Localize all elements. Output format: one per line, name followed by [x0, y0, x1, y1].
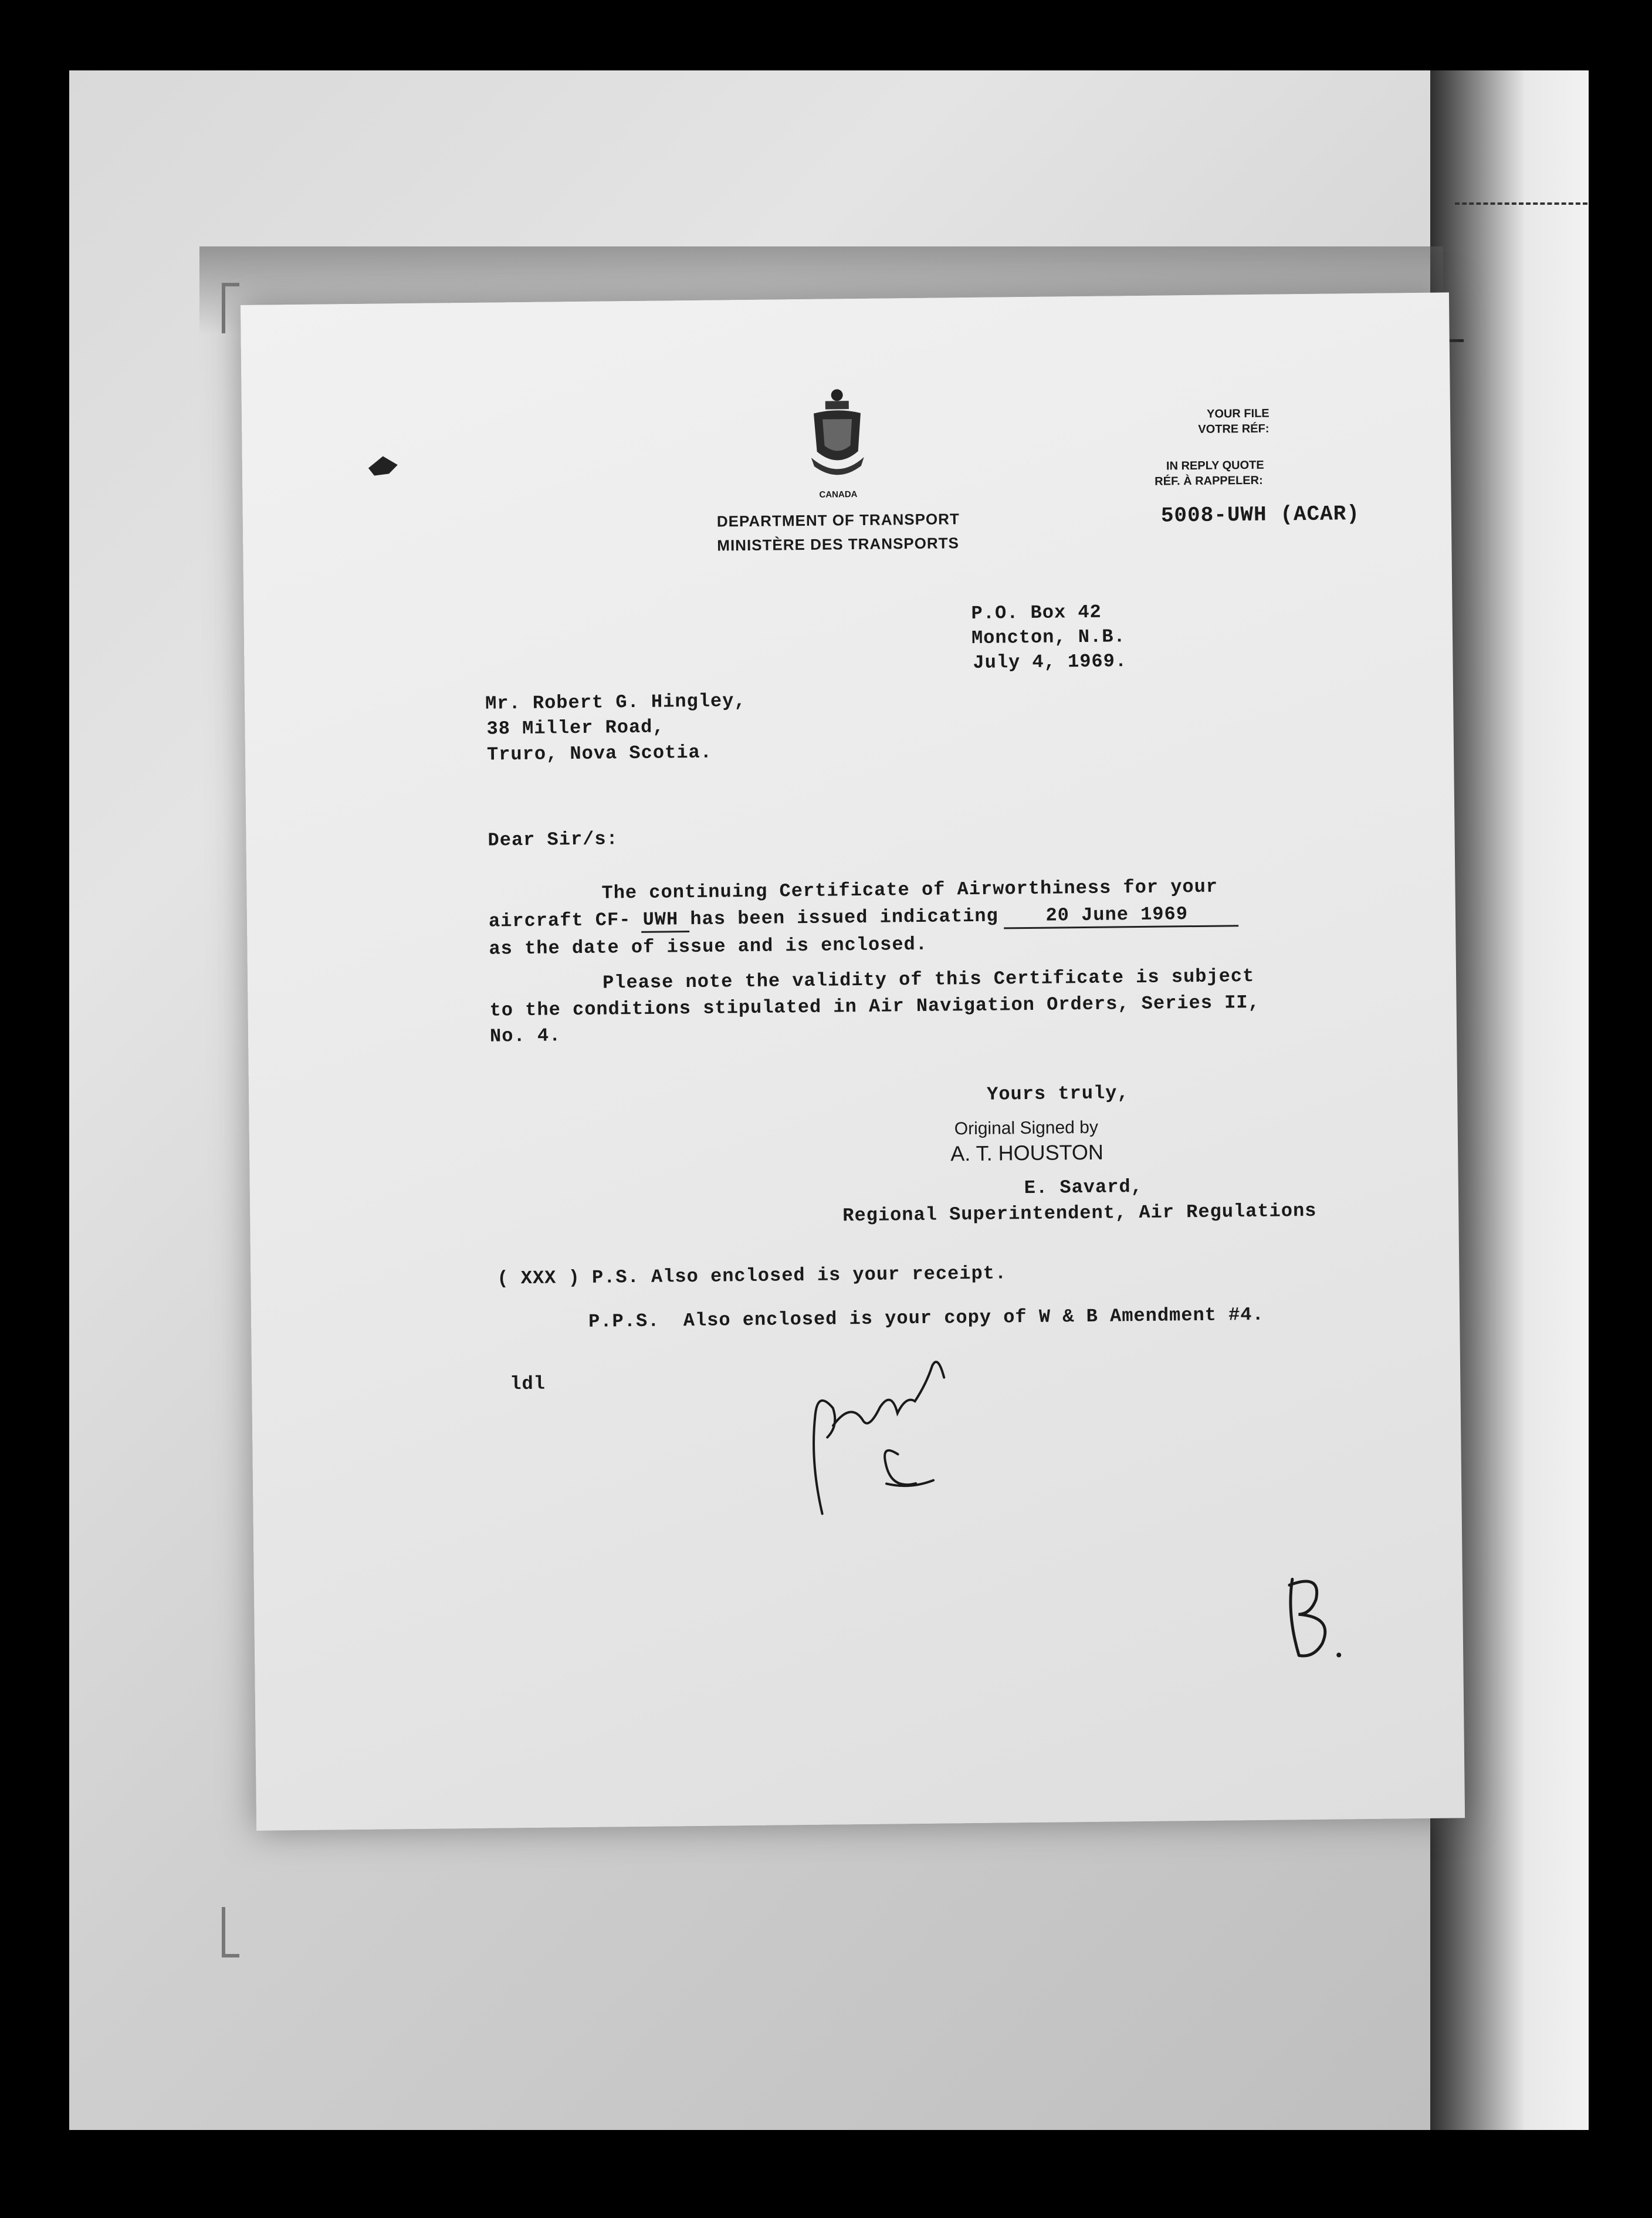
body-text-line: Please note the validity of this Certificate is subject — [602, 965, 1255, 994]
coat-of-arms-icon — [808, 387, 868, 487]
department-name-en: DEPARTMENT OF TRANSPORT — [716, 510, 960, 530]
body-text-line: aircraft CF- UWH has been issued indicating 20 June 1969 — [488, 903, 1189, 932]
valediction: Yours truly, — [986, 1082, 1129, 1105]
handwritten-signature — [797, 1342, 987, 1531]
hole-punch-mark — [365, 453, 401, 477]
postscript: ( XXX ) P.S. Also enclosed is your receipt. — [497, 1262, 1007, 1290]
salutation: Dear Sir/s: — [488, 828, 618, 851]
typist-initials: ldl — [510, 1372, 546, 1395]
reference-number: 5008-UWH (ACAR) — [1160, 502, 1360, 528]
reply-quote-label-fr: RÉF. À RAPPELER: — [1155, 474, 1263, 488]
signatory-title: Regional Superintendent, Air Regulations — [842, 1199, 1317, 1227]
underline-registration — [641, 931, 689, 933]
sender-address-line: P.O. Box 42 — [971, 601, 1102, 624]
body-text-line: as the date of issue and is enclosed. — [489, 933, 928, 960]
sender-address-line: Moncton, N.B. — [971, 625, 1126, 649]
body-text-line: The continuing Certificate of Airworthiness for your — [601, 875, 1218, 904]
signature-stamp-line: Original Signed by — [954, 1117, 1099, 1139]
letterhead-country: CANADA — [819, 489, 858, 500]
your-file-label-fr: VOTRE RÉF: — [1198, 422, 1270, 436]
letter-date: July 4, 1969. — [973, 650, 1128, 674]
handwritten-b-mark — [1275, 1573, 1346, 1661]
signature-stamp-name: A. T. HOUSTON — [950, 1140, 1104, 1166]
your-file-label-en: YOUR FILE — [1206, 407, 1270, 421]
body-text-line: to the conditions stipulated in Air Navigation Orders, Series II, — [489, 991, 1260, 1022]
recipient-address-line: 38 Miller Road, — [486, 716, 665, 740]
signatory-name: E. Savard, — [1024, 1175, 1143, 1199]
recipient-name: Mr. Robert G. Hingley, — [485, 690, 746, 715]
reply-quote-label-en: IN REPLY QUOTE — [1166, 458, 1264, 473]
letter-page — [241, 292, 1465, 1830]
department-name-fr: MINISTÈRE DES TRANSPORTS — [717, 534, 960, 554]
post-postscript: P.P.S. Also enclosed is your copy of W & B Amendment #4. — [588, 1303, 1264, 1333]
body-text-line: No. 4. — [489, 1025, 561, 1047]
recipient-address-line: Truro, Nova Scotia. — [486, 741, 713, 766]
